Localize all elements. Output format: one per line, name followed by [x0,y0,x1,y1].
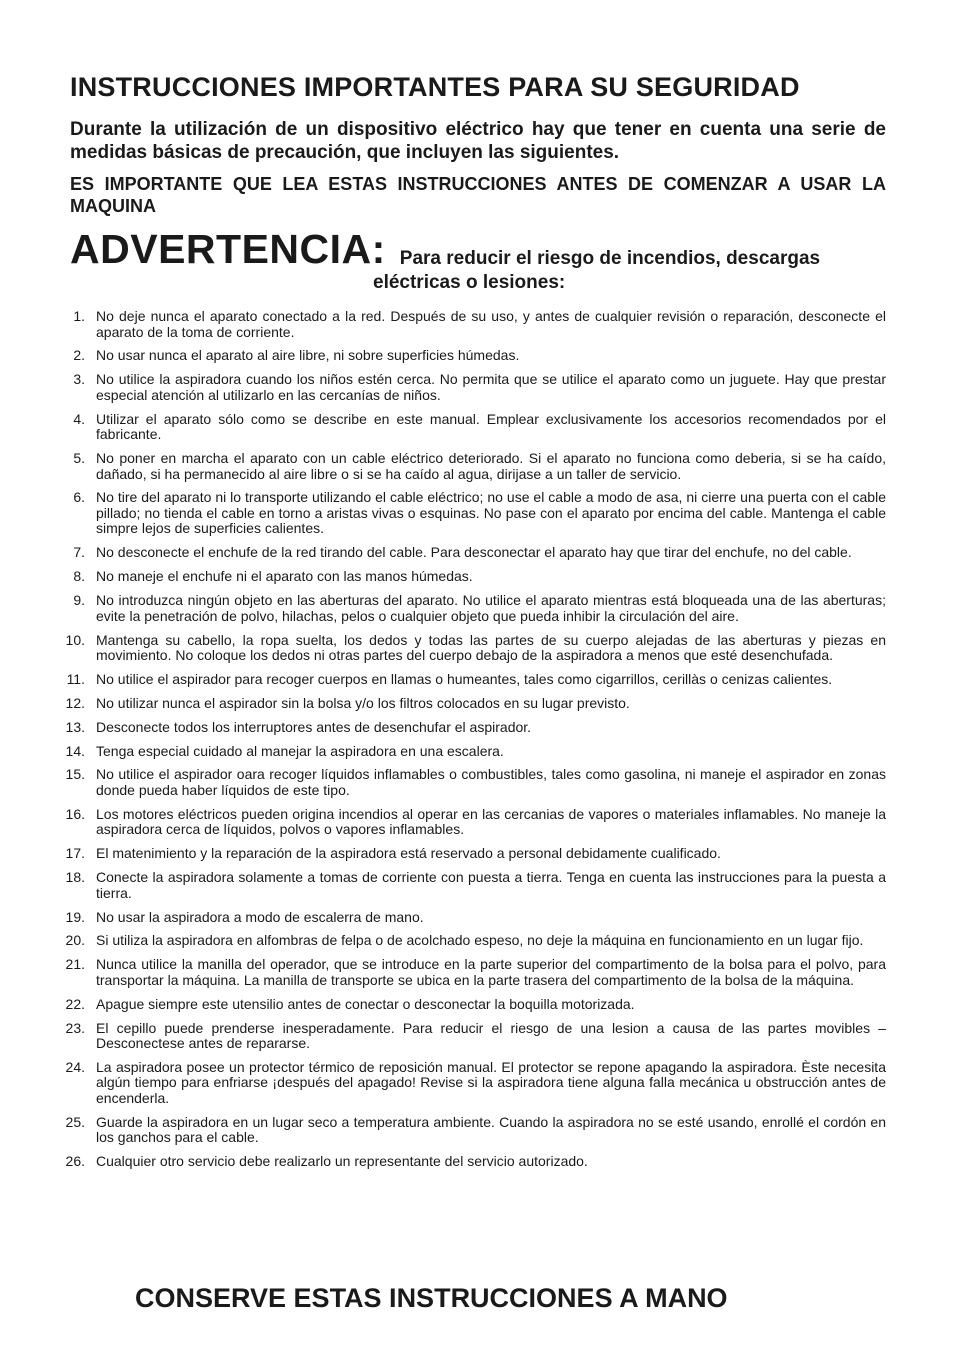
list-item [66,670,886,688]
list-item [65,805,886,838]
list-item-text: El cepillo puede prenderse inesperadamente. Para reducir el riesgo de una lesion a causa de las partes movibles – Desconectese antes de repararse. [96,1019,886,1052]
important-notice: ES IMPORTANTE QUE LEA ESTAS INSTRUCCIONES ANTES DE COMENZAR A USAR LA MAQUINA [70,174,886,216]
list-item-text: No utilice el aspirador para recoger cuerpos en llamas o humeantes, tales como cigarrillos, cerillàs o cenizas calientes. [96,670,833,687]
intro-paragraph: Durante la utilización de un dispositivo eléctrico hay que tener en cuenta una serie de medidas básicas de precaución, que incluyen las siguientes. [70,119,886,163]
list-item-text: No utilice el aspirador oara recoger líquidos inflamables o combustibles, tales como gasolina, ni maneje el aspirador en zonas donde pueda haber líquidos de este tipo. [96,766,886,798]
list-item-text: No usar la aspiradora a modo de escalerra de mano. [96,908,424,925]
list-item-text: Guarde la aspiradora en un lugar seco a temperatura ambiente. Cuando la aspiradora no se esté usando, enrollé el cordón en los ganchos para el cable. [96,1113,886,1146]
list-item-number: 9. [73,592,85,609]
footer-title: CONSERVE ESTAS INSTRUCCIONES A MANO [135,1283,728,1313]
list-item-number: 11. [66,670,85,687]
list-item-number: 7. [73,544,85,561]
list-item-number: 14. [65,742,85,759]
list-item-text: La aspiradora posee un protector térmico de reposición manual. El protector se repone apagando la aspiradora. Èste necesita algún tiempo para enfriarse ¡después del apagado! Revise si la aspiradora tiene alguna falla mecánica u obstrucción antes de encenderla. [96,1058,886,1106]
list-item-text: No utilizar nunca el aspirador sin la bolsa y/o los filtros colocados en su lugar previsto. [96,694,630,711]
list-item-number: 1. [73,308,85,324]
page-title: INSTRUCCIONES IMPORTANTES PARA SU SEGURIDAD [70,72,800,102]
list-item [65,845,886,862]
warning-text-line2: eléctricas o lesiones: [373,272,566,293]
list-item-text: Tenga especial cuidado al manejar la aspiradora en una escalera. [96,742,504,759]
warning-heading [70,227,886,271]
list-item-number: 10. [65,631,85,648]
safety-items-list [65,308,886,1178]
list-item-text: Cualquier otro servicio debe realizarlo un representante del servicio autorizado. [96,1153,588,1170]
list-item [65,908,886,926]
list-item [65,694,886,712]
list-item-number: 17. [65,845,85,862]
list-item-text: No introduzca ningún objeto en las aberturas del aparato. No utilice el aparato mientras está bloqueada una de las aberturas; evite la penetración de polvo, hilachas, pelos o cualquier objeto que pueda inhibir la circulación del aire. [96,592,886,624]
list-item-number: 5. [73,450,85,467]
list-item [65,742,886,760]
list-item-text: No deje nunca el aparato conectado a la red. Después de su uso, y antes de cualquier revisión o reparación, desconecte el aparato de la toma de corriente. [96,308,886,340]
list-item-text: No desconecte el enchufe de la red tirando del cable. Para desconectar el aparato hay que tirar del enchufe, no del cable. [96,544,852,561]
safety-instructions-page [65,70,886,1170]
list-item-number: 21. [65,956,85,973]
list-item [70,412,886,443]
list-item [70,545,886,561]
list-item-number: 15. [65,766,85,783]
list-item [70,372,886,403]
list-item [65,1153,886,1170]
list-item-text: Mantenga su cabello, la ropa suelta, los dedos y todas las partes de su cuerpo alejadas de las aberturas y piezas en movimiento. No coloque los dedos ni otras partes del cuerpo debajo de la aspiradora a menos que esté desenchufada. [96,631,886,664]
list-item [70,593,886,624]
list-item-text: Desconecte todos los interruptores antes de desenchufar el aspirador. [96,718,532,735]
list-item-text: Los motores eléctricos pueden origina incendios al operar en las cercanias de vapores o materiales inflamables. No maneje la aspiradora cerca de líquidos, polvos o vapores inflamables. [96,805,886,838]
list-item [70,348,886,364]
list-item [65,1019,886,1052]
list-item-number: 3. [73,371,85,388]
list-item-number: 16. [65,805,85,822]
list-item-number: 22. [65,995,85,1012]
list-item-number: 20. [65,932,85,949]
list-item-text: No poner en marcha el aparato con un cable eléctrico deteriorado. Si el aparato no funciona como deberia, si se ha caído, dañado, si ha permanecido al aire libre o si se ha caído al agua, dirijase a un taller de servicio. [96,450,886,482]
list-item-number: 2. [73,347,85,364]
list-item [65,995,886,1013]
list-item-number: 4. [73,410,85,427]
warning-word: ADVERTENCIA: [70,226,386,272]
list-item-text: Nunca utilice la manilla del operador, que se introduce en la parte superior del compartimento de la bolsa para el polvo, para transportar la máquina. La manilla de transporte se ubica en la parte trasera del compartimento de la bolsa de la máquina. [96,956,886,988]
list-item [65,869,886,901]
list-item [65,1058,886,1107]
list-item-text: Conecte la aspiradora solamente a tomas de corriente con puesta a tierra. Tenga en cuenta las instrucciones para la puesta a tierra. [96,869,886,901]
list-item-text: No maneje el enchufe ni el aparato con las manos húmedas. [96,568,473,585]
list-item [70,569,886,585]
list-item [65,932,886,949]
list-item-number: 25. [65,1113,85,1130]
list-item-text: Si utiliza la aspiradora en alfombras de felpa o de acolchado espeso, no deje la máquina en funcionamiento en un lugar fijo. [96,932,864,949]
list-item-text: No tire del aparato ni lo transporte utilizando el cable eléctrico; no use el cable a modo de asa, ni cierre una puerta con el cable pillado; no tienda el cable en torno a aristas vivas o esquinas. No pase con el aparato por encima del cable. Mantenga el cable simpre lejos de superficies calientes. [96,489,886,537]
list-item [65,1113,886,1146]
list-item-number: 24. [65,1058,85,1075]
list-item-number: 18. [65,869,85,886]
list-item-number: 26. [65,1153,85,1170]
list-item [65,766,886,798]
list-item-number: 12. [65,694,85,711]
list-item-number: 8. [73,568,85,585]
list-item-text: El matenimiento y la reparación de la aspiradora está reservado a personal debidamente cualificado. [96,845,721,862]
list-item-number: 19. [65,908,85,925]
list-item [65,956,886,988]
list-item-text: No usar nunca el aparato al aire libre, ni sobre superficies húmedas. [96,347,520,364]
list-item [70,490,886,537]
list-item-number: 6. [73,489,85,506]
list-item [70,451,886,482]
list-item-number: 23. [65,1019,85,1036]
list-item [70,309,886,340]
warning-text-line1: Para reducir el riesgo de incendios, descargas [399,248,821,269]
list-item-text: Apague siempre este utensilio antes de conectar o desconectar la boquilla motorizada. [96,995,635,1012]
list-item [65,718,886,736]
list-item [65,631,886,664]
list-item-text: Utilizar el aparato sólo como se describe en este manual. Emplear exclusivamente los accesorios recomendados por el fabricante. [96,410,886,443]
list-item-number: 13. [65,718,85,735]
list-item-text: No utilice la aspiradora cuando los niños estén cerca. No permita que se utilice el aparato como un juguete. Hay que prestar especial atención al utilizarlo en las cercanías de niños. [96,371,886,403]
